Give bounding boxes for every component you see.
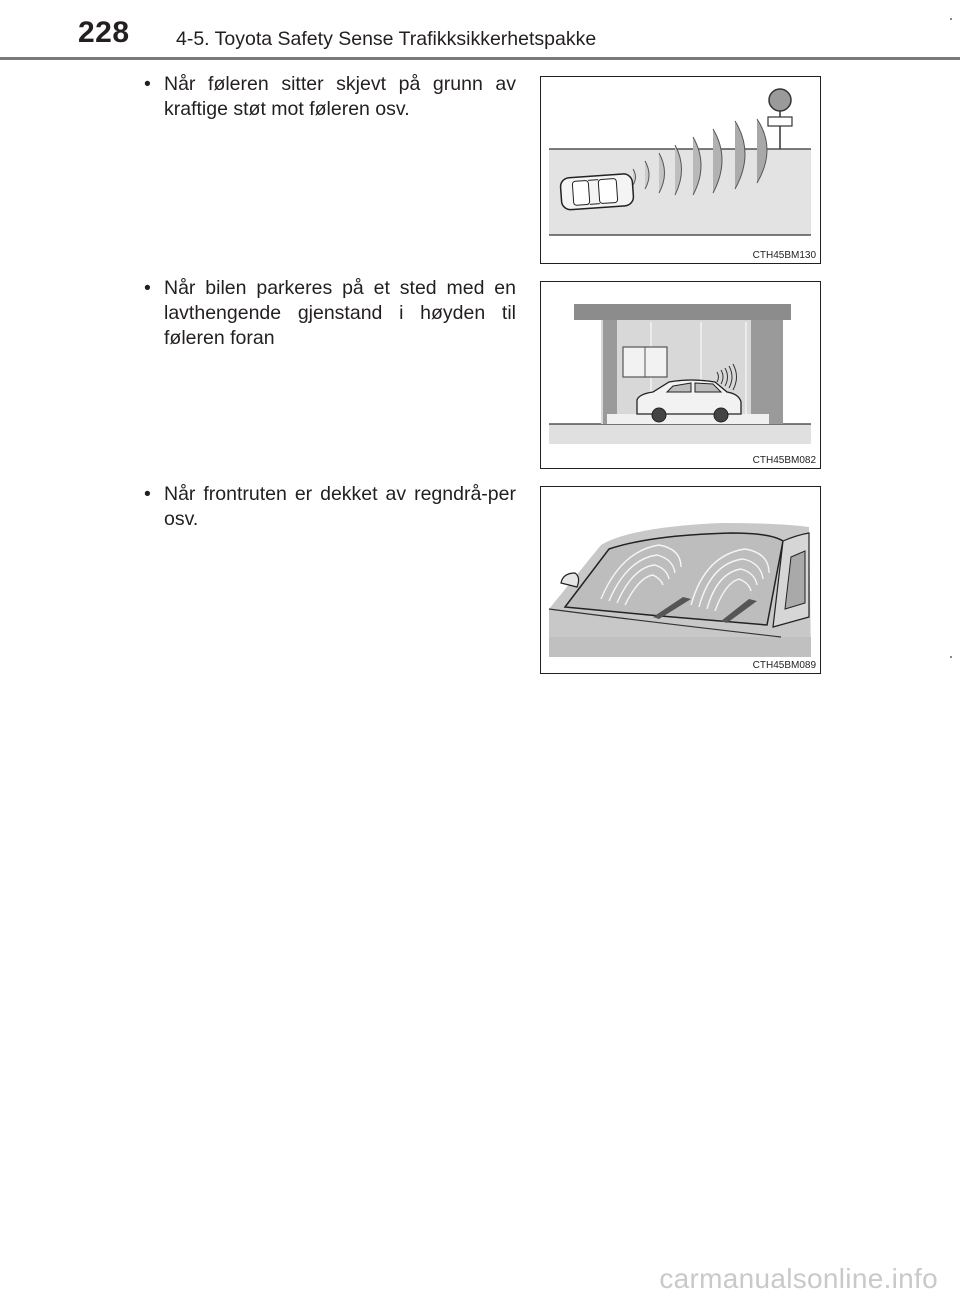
page-number: 228 xyxy=(78,16,130,49)
bullet-item-3 xyxy=(142,482,516,532)
figure-low-hanging-object xyxy=(540,281,821,469)
watermark: carmanualsonline.info xyxy=(659,1263,938,1294)
section-title: 4-5. Toyota Safety Sense Trafikksikkerhetspakke xyxy=(176,28,597,50)
print-edge-mark xyxy=(950,18,952,20)
bullet-marker: • xyxy=(144,73,151,95)
figure-code: CTH45BM130 xyxy=(752,250,816,261)
print-edge-mark xyxy=(950,656,952,658)
bullet-text: Når bilen parkeres på et sted med en lavthengende gjenstand i høyden til føleren foran xyxy=(164,277,516,349)
tilted-sensor-illustration xyxy=(541,77,820,263)
figure-tilted-sensor xyxy=(540,76,821,264)
bullet-marker: • xyxy=(144,483,151,505)
header-rule xyxy=(0,57,960,60)
bullet-item-2 xyxy=(142,276,516,351)
figure-code: CTH45BM082 xyxy=(752,455,816,466)
figure-raindrops-windshield xyxy=(540,486,821,674)
parking-garage-illustration xyxy=(541,282,820,468)
page-header xyxy=(0,0,960,62)
bullet-text: Når frontruten er dekket av regndrå-per osv. xyxy=(164,483,516,530)
bullet-item-1 xyxy=(142,72,516,122)
bullet-text: Når føleren sitter skjevt på grunn av kraftige støt mot føleren osv. xyxy=(164,73,516,120)
bullet-marker: • xyxy=(144,277,151,299)
figure-code: CTH45BM089 xyxy=(752,660,816,671)
windshield-illustration xyxy=(541,487,820,673)
